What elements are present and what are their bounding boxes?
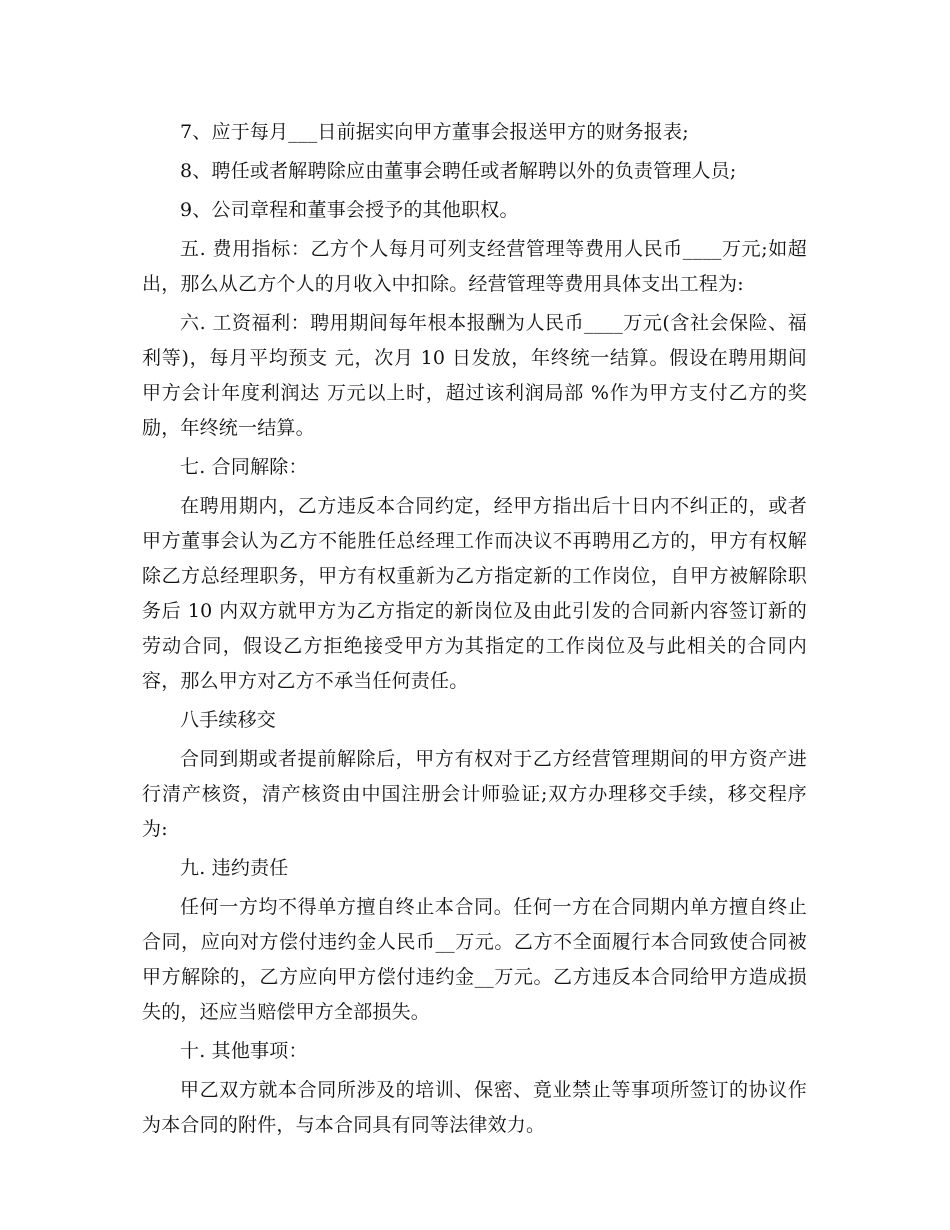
paragraph-contract-termination: 在聘用期内，乙方违反本合同约定，经甲方指出后十日内不纠正的，或者甲方董事会认为乙方不能胜任总经理工作而决议不再聘用乙方的，甲方有权解除乙方总经理职务，甲方有权重新为乙方指定新的工作岗位，自甲方被解除职务后 10 内双方就甲方为乙方指定的新岗位及由此引发的合同新内容签订新的劳动合同，假设乙方拒绝接受甲方为其指定的工作岗位及与此相关的合同内容，那么甲方对乙方不承当任何责任。 <box>142 495 807 692</box>
document-body <box>142 115 807 1147</box>
paragraph-handover: 合同到期或者提前解除后，甲方有权对于乙方经营管理期间的甲方资产进行清产核资，清产核资由中国注册会计师验证;双方办理移交手续，移交程序为: <box>142 748 807 840</box>
section-salary-benefits: 六. 工资福利：聘用期间每年根本报酬为人民币____万元(含社会保险、福利等)，每月平均预支 元，次月 10 日发放，年终统一结算。假设在聘用期间甲方会计年度利润达 万元以上时，超过该利润局部 %作为甲方支付乙方的奖励，年终统一结算。 <box>142 312 807 439</box>
heading-other-matters: 十. 其他事项： <box>180 1040 308 1062</box>
paragraph-breach-liability: 任何一方均不得单方擅自终止本合同。任何一方在合同期内单方擅自终止合同，应向对方偿付违约金人民币__万元。乙方不全面履行本合同致使合同被甲方解除的，乙方应向甲方偿付违约金__万元。乙方违反本合同给甲方造成损失的，还应当赔偿甲方全部损失。 <box>142 896 807 1023</box>
paragraph-other-matters: 甲乙双方就本合同所涉及的培训、保密、竟业禁止等事项所签订的协议作为本合同的附件，与本合同具有同等法律效力。 <box>142 1079 807 1136</box>
heading-contract-termination: 七. 合同解除： <box>180 456 308 478</box>
heading-breach-liability: 九. 违约责任 <box>180 857 289 879</box>
paragraph-item-7: 7、应于每月___日前据实向甲方董事会报送甲方的财务报表; <box>180 121 689 143</box>
heading-handover: 八手续移交 <box>180 709 277 731</box>
paragraph-item-9: 9、公司章程和董事会授予的其他职权。 <box>180 199 519 221</box>
section-expense-indicator: 五. 费用指标：乙方个人每月可列支经营管理等费用人民币____万元;如超出，那么从乙方个人的月收入中扣除。经营管理等费用具体支出工程为: <box>142 238 807 295</box>
paragraph-item-8: 8、聘任或者解聘除应由董事会聘任或者解聘以外的负责管理人员; <box>180 160 737 182</box>
